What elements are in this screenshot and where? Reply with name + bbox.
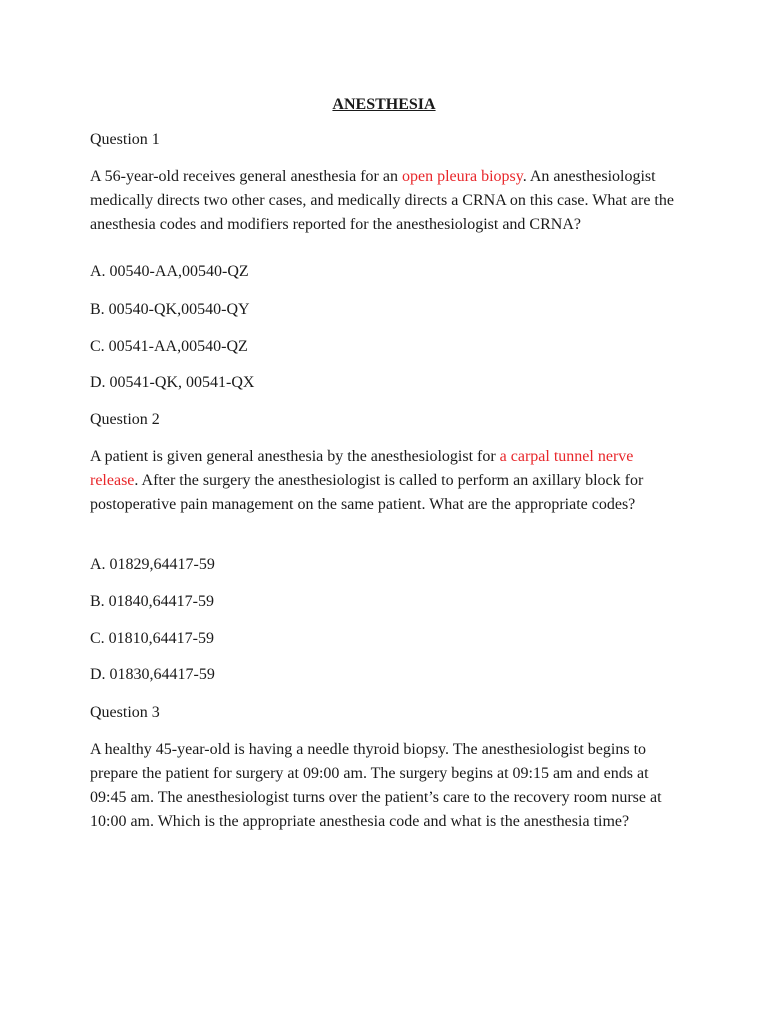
question-2-text-end: . After the surgery the anesthesiologist is called to perform an axillary block for postoperative pain management on the same patient. What are the appropriate codes? [90, 472, 644, 513]
question-2-text [90, 445, 682, 517]
question-1-option-b: B. 00540-QK,00540-QY [90, 301, 250, 318]
question-3-text: A healthy 45-year-old is having a needle thyroid biopsy. The anesthesiologist begins to prepare the patient for surgery at 09:00 am. The surgery begins at 09:15 am and ends at 09:45 am. The anesthesiologist turns over the patient’s care to the recovery room nurse at 10:00 am. Which is the appropriate anesthesia code and what is the anesthesia time? [90, 741, 662, 830]
question-1-text [90, 165, 682, 237]
question-2-highlight: a carpal tunnel nerve release [90, 448, 634, 489]
question-1-option-d: D. 00541-QK, 00541-QX [90, 374, 255, 391]
question-2-option-a: A. 01829,64417-59 [90, 556, 215, 573]
question-2-heading: Question 2 [90, 411, 160, 428]
question-1-text-start: A 56-year-old receives general anesthesia for an [90, 168, 402, 185]
question-2-option-d: D. 01830,64417-59 [90, 666, 215, 683]
question-3-heading: Question 3 [90, 704, 160, 721]
question-1-highlight: open pleura biopsy [401, 168, 523, 185]
question-1-text-end: . An anesthesiologist medically directs two other cases, and medically directs a CRNA on this case. What are the anesthesia codes and modifiers reported for the anesthesiologist and CRNA? [90, 168, 674, 233]
question-1-heading: Question 1 [90, 131, 160, 148]
question-1-option-a: A. 00540-AA,00540-QZ [90, 263, 249, 280]
question-2-option-c: C. 01810,64417-59 [90, 630, 214, 647]
question-2-text-start: A patient is given general anesthesia by the anesthesiologist for [90, 448, 500, 465]
question-2-option-b: B. 01840,64417-59 [90, 593, 214, 610]
question-1-option-c: C. 00541-AA,00540-QZ [90, 338, 248, 355]
document-title: ANESTHESIA [332, 96, 436, 113]
